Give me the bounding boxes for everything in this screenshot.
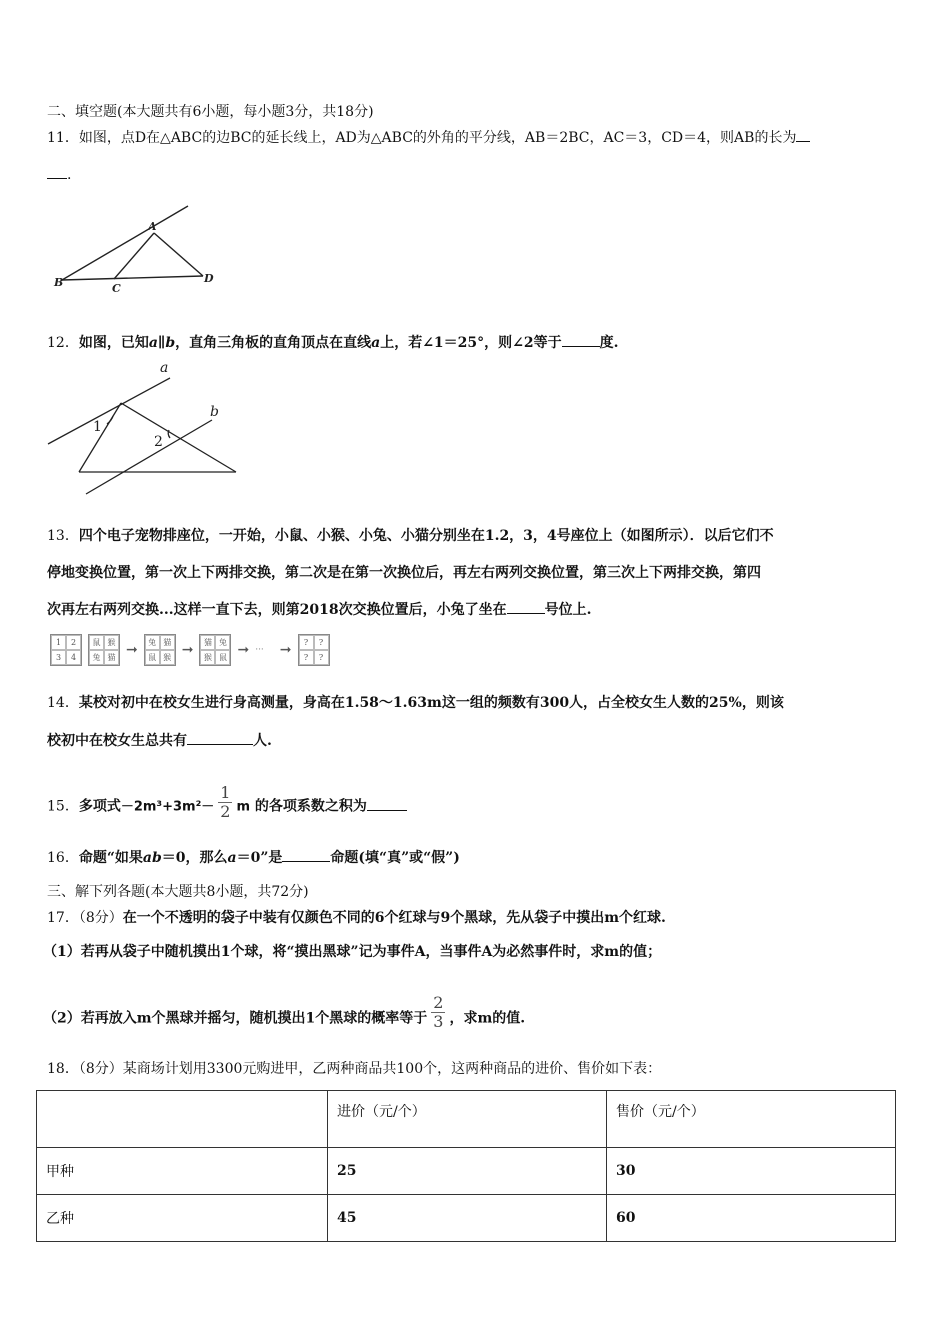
text: 多项式 bbox=[78, 798, 121, 815]
fraction-one-half: $\frac{1}{2}$ bbox=[220, 783, 231, 821]
seat-number-grid: 1 2 3 4 bbox=[50, 634, 82, 666]
label-b: B bbox=[54, 276, 64, 289]
text: 如图，已知 bbox=[78, 335, 149, 351]
period: . bbox=[67, 167, 72, 183]
text: （2）若再放入m个黑球并摇匀，随机摸出1个黑球的概率等于 bbox=[43, 1010, 428, 1027]
question-number: 17． bbox=[47, 910, 79, 926]
ellipsis: ··· bbox=[255, 645, 264, 655]
text: ，求m的值. bbox=[449, 1010, 526, 1027]
answer-blank[interactable] bbox=[796, 128, 810, 142]
answer-blank[interactable] bbox=[367, 797, 407, 811]
table-header-cell: 进价（元/个） bbox=[328, 1091, 607, 1148]
section-3-heading: 三、解下列各题(本大题共8小题，共72分) bbox=[47, 884, 309, 900]
text: 在一个不透明的袋子中装有仅颜色不同的6个红球与9个黑球，先从袋子中摸出m个红球. bbox=[122, 910, 666, 926]
initial-pet-grid: 鼠 猴 兔 猫 bbox=[88, 634, 120, 666]
question-text: 如图，点D在△ABC的边BC的延长线上，AD为△ABC的外角的平分线，AB＝2BC，AC＝3，CD＝4，则AB的长为 bbox=[78, 130, 797, 146]
var-m: m bbox=[236, 799, 251, 815]
question-16 bbox=[47, 848, 460, 868]
table-row bbox=[37, 1195, 896, 1242]
text: 校初中在校女生总共有 bbox=[47, 733, 187, 749]
question-13-line-3 bbox=[47, 600, 591, 620]
text: 上，若∠1＝25°，则∠2等于 bbox=[380, 335, 562, 351]
text: 四个电子宠物排座位，一开始，小鼠、小猴、小兔、小猫分别坐在1.2，3，4号座位上（如图所示）．以后它们不 bbox=[78, 528, 774, 544]
arrow-icon: ➞ bbox=[279, 642, 292, 658]
answer-blank[interactable] bbox=[187, 731, 253, 745]
text: 命题“如果 bbox=[78, 850, 143, 866]
text: ＝0，那么 bbox=[161, 850, 228, 866]
text: 某校对初中在校女生进行身高测量，身高在1.58～1.63m这一组的频数有300人，占全校女生人数的25%，则该 bbox=[78, 695, 784, 711]
question-18 bbox=[47, 1059, 661, 1079]
label-line-b: b bbox=[210, 404, 219, 420]
label-line-a: a bbox=[160, 360, 169, 376]
section-2-heading: 二、填空题(本大题共有6小题，每小题3分，共18分) bbox=[47, 104, 374, 120]
label-c: C bbox=[112, 282, 121, 295]
table-cell: 30 bbox=[607, 1148, 896, 1195]
label-angle-2: 2 bbox=[154, 434, 163, 450]
text: ，直角三角板的直角顶点在直线 bbox=[175, 335, 372, 351]
question-11-continued bbox=[47, 165, 71, 185]
arrow-icon: ➞ bbox=[237, 642, 250, 658]
question-13-line-2: 停地变换位置，第一次上下两排交换，第二次是在第一次换位后，再左右两列交换位置，第三次上下两排交换，第四 bbox=[47, 565, 761, 581]
text: 号位上. bbox=[544, 602, 592, 618]
price-table bbox=[36, 1090, 896, 1242]
question-number: 11． bbox=[47, 130, 79, 146]
var-b: b bbox=[165, 335, 176, 351]
text: 命题(填“真”或“假”) bbox=[330, 850, 460, 866]
step-2-grid: 猫 兔 猴 鼠 bbox=[199, 634, 231, 666]
text: 度. bbox=[599, 335, 619, 351]
label-a: A bbox=[148, 220, 157, 233]
seat-swap-figure bbox=[50, 634, 330, 666]
text: ＝0”是 bbox=[236, 850, 283, 866]
label-d: D bbox=[204, 272, 214, 285]
table-cell: 乙种 bbox=[37, 1195, 328, 1242]
fraction-two-thirds: $\frac{2}{3}$ bbox=[433, 993, 444, 1031]
var-a: a bbox=[227, 850, 237, 866]
answer-blank[interactable] bbox=[507, 600, 545, 614]
var-a: a bbox=[148, 335, 158, 351]
question-number: 15． bbox=[47, 798, 79, 815]
answer-blank[interactable] bbox=[562, 333, 600, 347]
table-header-row bbox=[37, 1091, 896, 1148]
text: 某商场计划用3300元购进甲，乙两种商品共100个，这两种商品的进价、售价如下表： bbox=[122, 1061, 662, 1077]
parallel-symbol: ∥ bbox=[157, 335, 166, 351]
arrow-icon: ➞ bbox=[181, 642, 194, 658]
text: 次再左右两列交换...这样一直下去，则第2018次交换位置后，小兔了坐在 bbox=[47, 602, 507, 618]
table-cell: 甲种 bbox=[37, 1148, 328, 1195]
parallel-lines-triangle-figure bbox=[44, 360, 249, 500]
points: （8分） bbox=[78, 1061, 123, 1077]
question-14-line-1 bbox=[47, 693, 784, 713]
label-angle-1: 1 bbox=[93, 419, 102, 435]
arrow-icon: ➞ bbox=[126, 642, 138, 658]
table-cell: 25 bbox=[328, 1148, 607, 1195]
final-unknown-grid: ? ? ? ? bbox=[298, 634, 330, 666]
text: 的各项系数之积为 bbox=[254, 798, 367, 815]
question-number: 14． bbox=[47, 695, 79, 711]
question-11 bbox=[47, 128, 810, 148]
step-1-grid: 兔 猫 鼠 猴 bbox=[144, 634, 176, 666]
table-cell: 45 bbox=[328, 1195, 607, 1242]
answer-blank[interactable] bbox=[47, 165, 67, 179]
table-header-cell bbox=[37, 1091, 328, 1148]
question-12 bbox=[47, 333, 619, 353]
question-17-part-1: （1）若再从袋子中随机摸出1个球，将“摸出黑球”记为事件A，当事件A为必然事件时，求m的值； bbox=[43, 944, 662, 960]
table-header-cell: 售价（元/个） bbox=[607, 1091, 896, 1148]
table-cell: 60 bbox=[607, 1195, 896, 1242]
table-row bbox=[37, 1148, 896, 1195]
answer-blank[interactable] bbox=[282, 848, 330, 862]
question-15 bbox=[47, 783, 407, 825]
question-number: 16． bbox=[47, 850, 79, 866]
triangle-abc-figure bbox=[48, 200, 228, 295]
question-number: 12． bbox=[47, 335, 79, 351]
var-ab: ab bbox=[142, 850, 162, 866]
text: 人. bbox=[253, 733, 272, 749]
question-number: 13． bbox=[47, 528, 79, 544]
var-a: a bbox=[371, 335, 381, 351]
points: （8分） bbox=[78, 910, 123, 926]
question-13-line-1 bbox=[47, 526, 774, 546]
question-14-line-2 bbox=[47, 731, 272, 751]
question-17-part-2 bbox=[43, 993, 526, 1037]
polynomial-expression: －2m³+3m²－ bbox=[120, 799, 215, 815]
question-number: 18． bbox=[47, 1061, 79, 1077]
question-17 bbox=[47, 908, 666, 928]
